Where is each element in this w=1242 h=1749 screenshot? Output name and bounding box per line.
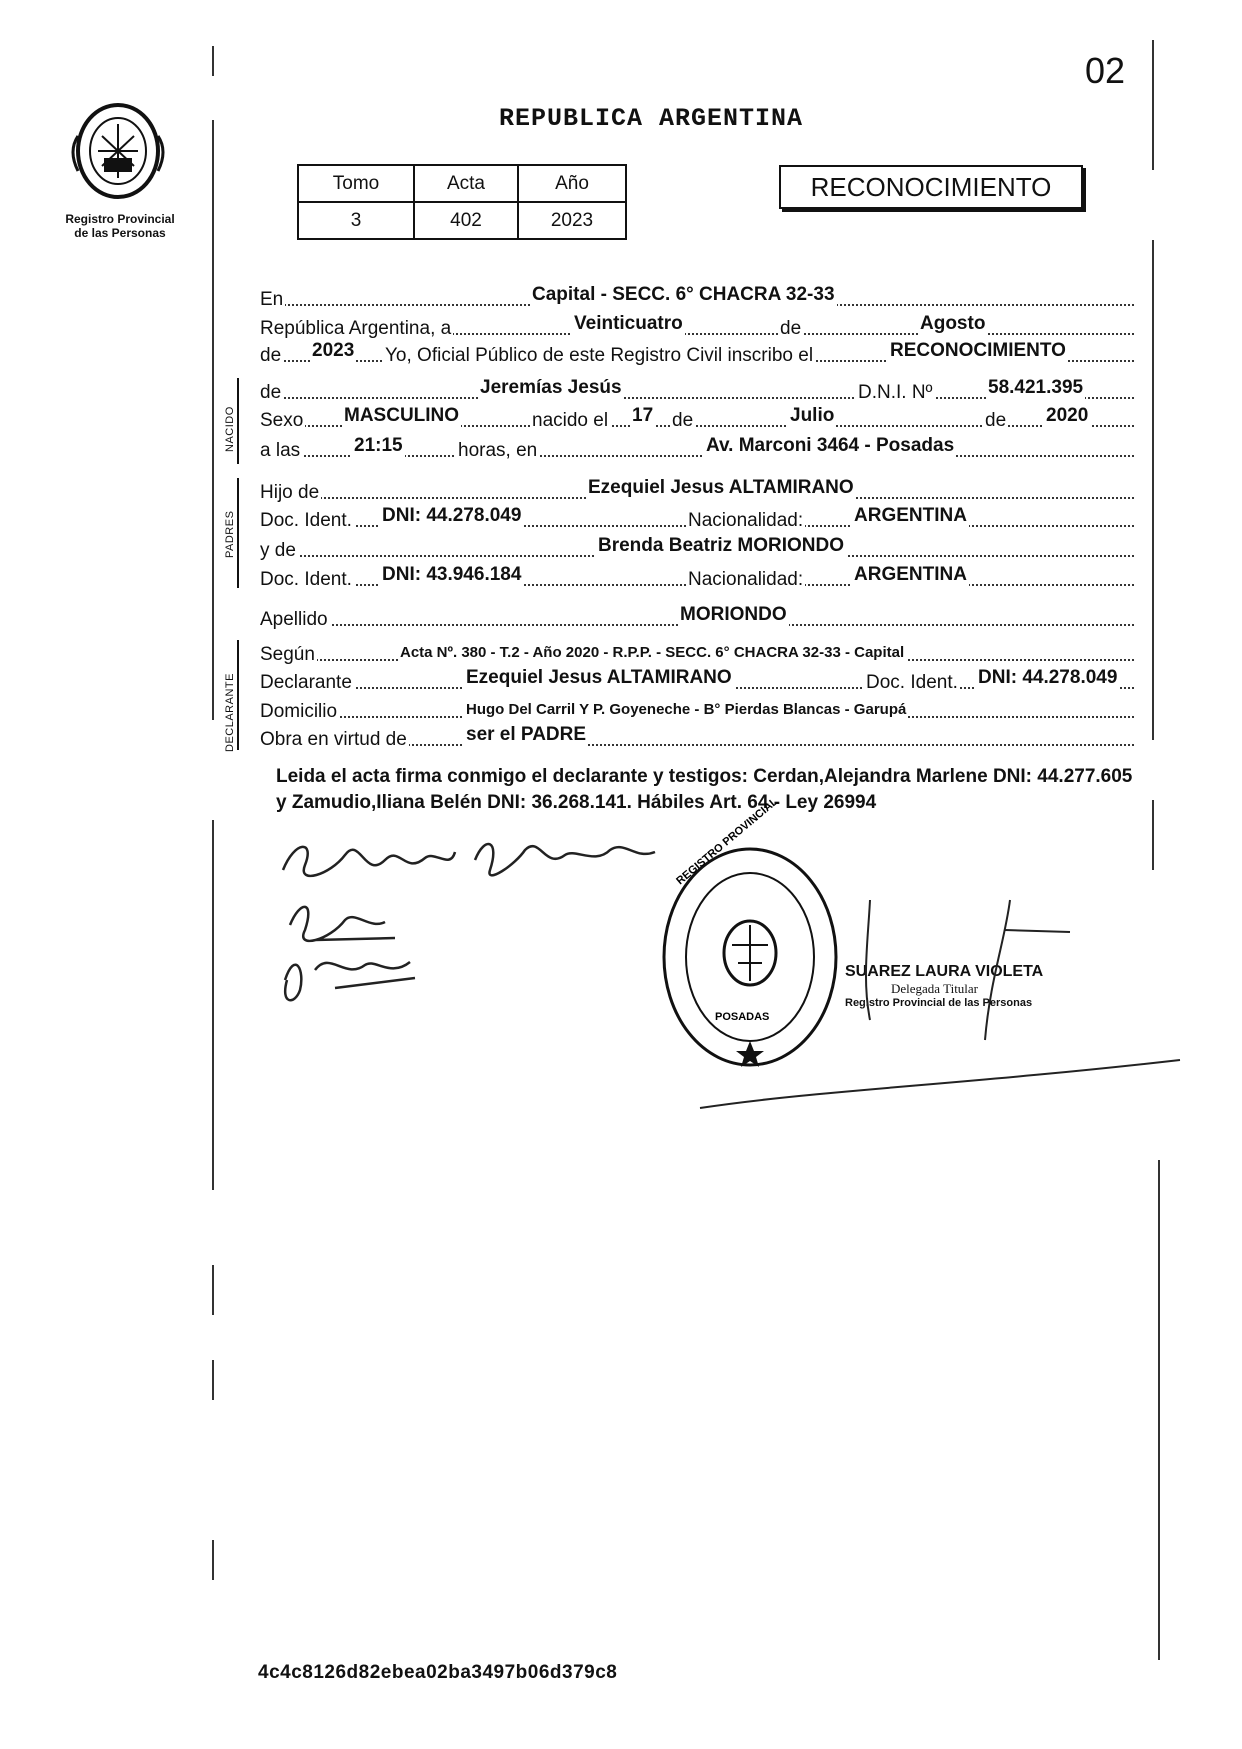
margin-mark [1152,40,1154,170]
document-type-box: RECONOCIMIENTO [779,165,1083,209]
document-hash: 4c4c8126d82ebea02ba3497b06d379c8 [258,1662,618,1683]
margin-mark [1152,800,1154,870]
margin-mark [212,820,214,1190]
line-segun: Según Acta Nº. 380 - T.2 - Año 2020 - R.P.P. - SECC. 6° CHACRA 32-33 - Capital [260,640,1134,666]
padres-bar [237,478,239,588]
field-madre: Brenda Beatriz MORIONDO [598,535,844,556]
field-mes: Agosto [920,313,986,334]
closing-text: Leida el acta firma conmigo el declarante y testigos: Cerdan,Alejandra Marlene DNI: 44.277.605 y Zamudio,Iliana Belén DNI: 36.268.141. Hábiles Art. 64 - Ley 26994 [276,766,1133,813]
line-madre-doc: Doc. Ident. DNI: 43.946.184 Nacionalidad: ARGENTINA [260,565,1134,591]
field-nac-anio: 2020 [1046,405,1089,426]
logo-caption: Registro Provincial de las Personas [65,212,175,240]
official-signature [700,880,1180,1120]
field-padre-nac: ARGENTINA [854,505,967,526]
field-padre-doc: DNI: 44.278.049 [382,505,522,526]
line-hora: a las 21:15 horas, en Av. Marconi 3464 - Posadas [260,436,1134,462]
field-segun: Acta Nº. 380 - T.2 - Año 2020 - R.P.P. - SECC. 6° CHACRA 32-33 - Capital [400,644,905,661]
line-obra: Obra en virtud de ser el PADRE [260,725,1134,751]
field-lugar-nac: Av. Marconi 3464 - Posadas [706,435,955,456]
acta-value: 402 [414,202,518,239]
margin-mark [212,120,214,720]
line-apellido: Apellido MORIONDO [260,605,1134,631]
field-declarante-doc: DNI: 44.278.049 [978,667,1118,688]
declarante-label: DECLARANTE [224,673,236,752]
signatures [275,830,695,1010]
field-obra: ser el PADRE [466,724,587,745]
margin-mark [212,1265,214,1315]
field-declarante: Ezequiel Jesus ALTAMIRANO [466,667,732,688]
anio-label: Año [518,165,626,202]
field-apellido: MORIONDO [680,604,787,625]
margin-mark [1152,240,1154,740]
tomo-value: 3 [298,202,414,239]
nacido-bar [237,378,239,464]
document-title: REPUBLICA ARGENTINA [498,104,804,133]
field-lugar: Capital - SECC. 6° CHACRA 32-33 [532,284,835,305]
svg-text:POSADAS: POSADAS [715,1011,770,1023]
field-nac-mes: Julio [790,405,835,426]
line-padre: Hijo de Ezequiel Jesus ALTAMIRANO [260,478,1134,504]
margin-mark [212,46,214,76]
field-padre: Ezequiel Jesus ALTAMIRANO [588,477,854,498]
acta-table [297,164,627,240]
field-dni: 58.421.395 [988,377,1084,398]
margin-mark [212,1540,214,1580]
page-number: 02 [1085,50,1126,91]
line-madre: y de Brenda Beatriz MORIONDO [260,536,1134,562]
field-dia: Veinticuatro [574,313,683,334]
field-anio: 2023 [312,340,355,361]
line-domicilio: Domicilio Hugo Del Carril Y P. Goyeneche - B° Pierdas Blancas - Garupá [260,697,1134,723]
tomo-label: Tomo [298,165,414,202]
margin-mark [212,1360,214,1400]
line-padre-doc: Doc. Ident. DNI: 44.278.049 Nacionalidad: ARGENTINA [260,506,1134,532]
official-name: SUAREZ LAURA VIOLETA [845,963,1044,980]
line-declarante: Declarante Ezequiel Jesus ALTAMIRANO Doc. Ident. DNI: 44.278.049 [260,668,1134,694]
svg-text:REGISTRO PROVINCIAL: REGISTRO PROVINCIAL [674,795,781,888]
field-acto: RECONOCIMIENTO [890,340,1066,361]
line-anio: de 2023 Yo, Oficial Público de este Registro Civil inscribo el RECONOCIMIENTO [260,341,1134,367]
line-nombre: de Jeremías Jesús D.N.I. Nº 58.421.395 [260,378,1134,404]
nacido-label: NACIDO [224,406,236,452]
line-sexo: Sexo MASCULINO nacido el 17 de Julio de 2020 [260,406,1134,432]
margin-mark [1158,1160,1160,1660]
declarante-bar [237,640,239,750]
field-madre-doc: DNI: 43.946.184 [382,564,522,585]
field-domicilio: Hugo Del Carril Y P. Goyeneche - B° Pierdas Blancas - Garupá [466,701,907,718]
field-nombre: Jeremías Jesús [480,377,622,398]
line-republica: República Argentina, a Veinticuatro de Agosto [260,314,1134,340]
official-office: Registro Provincial de las Personas [845,997,1033,1009]
field-hora: 21:15 [354,435,403,456]
field-nac-dia: 17 [632,405,654,426]
anio-value: 2023 [518,202,626,239]
official-role: Delegada Titular [891,981,979,996]
acta-label: Acta [414,165,518,202]
padres-label: PADRES [224,510,236,558]
field-madre-nac: ARGENTINA [854,564,967,585]
line-en: En Capital - SECC. 6° CHACRA 32-33 [260,285,1134,311]
field-sexo: MASCULINO [344,405,460,426]
